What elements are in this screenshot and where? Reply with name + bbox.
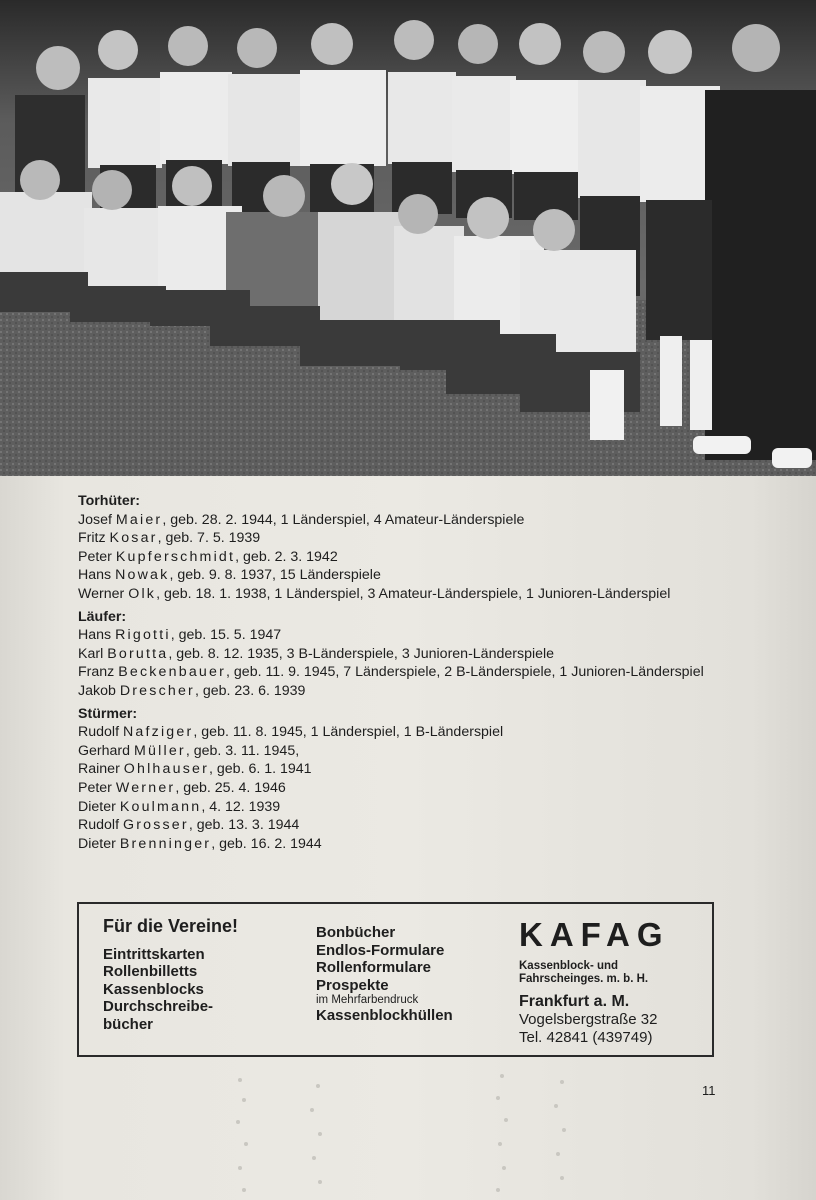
player-first-name: Rudolf: [78, 817, 120, 834]
player-entry: [78, 779, 738, 798]
player-details: , geb. 7. 5. 1939: [157, 530, 261, 547]
player-details: , geb. 3. 11. 1945,: [185, 742, 300, 759]
player-entry: [78, 663, 738, 682]
player-first-name: Hans: [78, 567, 112, 584]
ad-product: Rollenbilletts: [103, 963, 198, 980]
ad-product: bücher: [103, 1015, 154, 1033]
ad-product: Bonbücher: [316, 924, 396, 941]
player-details: , geb. 23. 6. 1939: [194, 682, 306, 699]
company-name-line2: Fahrscheinges. m. b. H.: [519, 973, 649, 985]
player-details: , geb. 2. 3. 1942: [235, 548, 338, 565]
player-last-name: Kupferschmidt: [115, 548, 236, 565]
ad-product: Rollenformulare: [316, 959, 432, 976]
player-entry: [78, 511, 738, 530]
player-entry: [78, 529, 738, 548]
player-details: , geb. 9. 8. 1937, 15 Länderspiele: [169, 567, 381, 584]
player-last-name: Müller: [134, 742, 186, 759]
player-entry: [78, 760, 738, 779]
ad-product: Prospekte: [316, 976, 389, 994]
player-last-name: Drescher: [119, 682, 195, 699]
player-entry: [78, 723, 738, 742]
player-first-name: Josef: [78, 511, 112, 528]
company-phone: Tel. 42841 (439749): [519, 1029, 653, 1046]
player-last-name: Kosar: [109, 530, 158, 547]
player-entry: [78, 682, 738, 701]
ad-column-middle: [316, 924, 453, 1025]
company-street: Vogelsbergstraße 32: [519, 1011, 658, 1028]
player-last-name: Ohlhauser: [123, 761, 210, 778]
ad-column-left: [103, 918, 238, 1033]
ad-headline: Für die Vereine!: [103, 916, 239, 936]
player-first-name: Dieter: [78, 798, 116, 815]
player-first-name: Franz: [78, 664, 115, 681]
player-entry: [78, 742, 738, 761]
ad-product-note: im Mehrfarbendruck: [316, 994, 419, 1006]
player-last-name: Borutta: [107, 645, 169, 662]
forwards-section: [78, 705, 738, 854]
player-entry: [78, 626, 738, 645]
player-last-name: Beckenbauer: [118, 664, 227, 681]
player-last-name: Brenninger: [119, 835, 212, 852]
player-last-name: Nafziger: [122, 724, 194, 741]
kafag-advertisement: [77, 902, 714, 1057]
player-first-name: Werner: [78, 585, 125, 602]
player-entry: [78, 585, 738, 604]
player-first-name: Fritz: [78, 530, 106, 547]
player-last-name: Koulmann: [119, 798, 202, 815]
ad-product: Eintrittskarten: [103, 945, 205, 963]
player-details: , geb. 6. 1. 1941: [209, 761, 312, 778]
ad-product: Durchschreibe-: [103, 998, 214, 1015]
player-first-name: Karl: [78, 645, 104, 662]
player-last-name: Maier: [115, 511, 163, 528]
player-entry: [78, 816, 738, 835]
page-number: 11: [702, 1083, 716, 1098]
squad-list: [78, 492, 738, 857]
company-city: Frankfurt a. M.: [519, 993, 630, 1010]
player-details: , geb. 15. 5. 1947: [170, 627, 282, 644]
player-first-name: Dieter: [78, 835, 116, 852]
player-details: , geb. 11. 9. 1945, 7 Länderspiele, 2 B-Länderspiele, 1 Junioren-Länderspiel: [226, 664, 704, 681]
player-details: , geb. 16. 2. 1944: [211, 835, 322, 852]
player-entry: [78, 566, 738, 585]
midfielders-heading: Läufer:: [78, 608, 127, 625]
player-details: , geb. 8. 12. 1935, 3 B-Länderspiele, 3 Junioren-Länderspiele: [168, 645, 555, 662]
player-details: , geb. 18. 1. 1938, 1 Länderspiel, 3 Amateur-Länderspiele, 1 Junioren-Länderspiel: [156, 585, 671, 602]
ad-product: Kassenblocks: [103, 980, 204, 998]
player-entry: [78, 798, 738, 817]
goalkeepers-section: [78, 492, 738, 604]
player-first-name: Rudolf: [78, 724, 120, 741]
company-name-line1: Kassenblock- und: [519, 960, 619, 972]
player-details: , geb. 25. 4. 1946: [175, 779, 286, 796]
player-details: , geb. 13. 3. 1944: [188, 817, 300, 834]
player-first-name: Gerhard: [78, 742, 131, 759]
player-details: , geb. 11. 8. 1945, 1 Länderspiel, 1 B-Länderspiel: [193, 724, 504, 741]
player-first-name: Hans: [78, 627, 112, 644]
ad-product: Endlos-Formulare: [316, 941, 445, 959]
player-first-name: Peter: [78, 779, 112, 796]
player-first-name: Jakob: [78, 682, 116, 699]
player-entry: [78, 835, 738, 854]
embossed-perforation-texture: [0, 1040, 816, 1200]
player-last-name: Grosser: [122, 817, 189, 834]
player-last-name: Werner: [115, 779, 176, 796]
team-photo: [0, 0, 816, 476]
ad-product: Kassenblockhüllen: [316, 1007, 453, 1024]
ad-column-company: [519, 916, 670, 1047]
team-photo-illustration: [0, 0, 816, 476]
player-last-name: Nowak: [115, 567, 170, 584]
company-logo-text: KAFAG: [519, 916, 670, 953]
goalkeepers-heading: Torhüter:: [78, 493, 140, 509]
player-last-name: Rigotti: [115, 627, 171, 644]
player-last-name: Olk: [128, 585, 157, 602]
midfielders-section: [78, 608, 738, 701]
player-entry: [78, 645, 738, 664]
player-first-name: Peter: [78, 548, 112, 565]
player-details: , 4. 12. 1939: [201, 798, 281, 815]
player-first-name: Rainer: [78, 761, 120, 778]
player-details: , geb. 28. 2. 1944, 1 Länderspiel, 4 Amateur-Länderspiele: [162, 511, 525, 528]
forwards-heading: Stürmer:: [78, 705, 138, 722]
player-entry: [78, 548, 738, 567]
